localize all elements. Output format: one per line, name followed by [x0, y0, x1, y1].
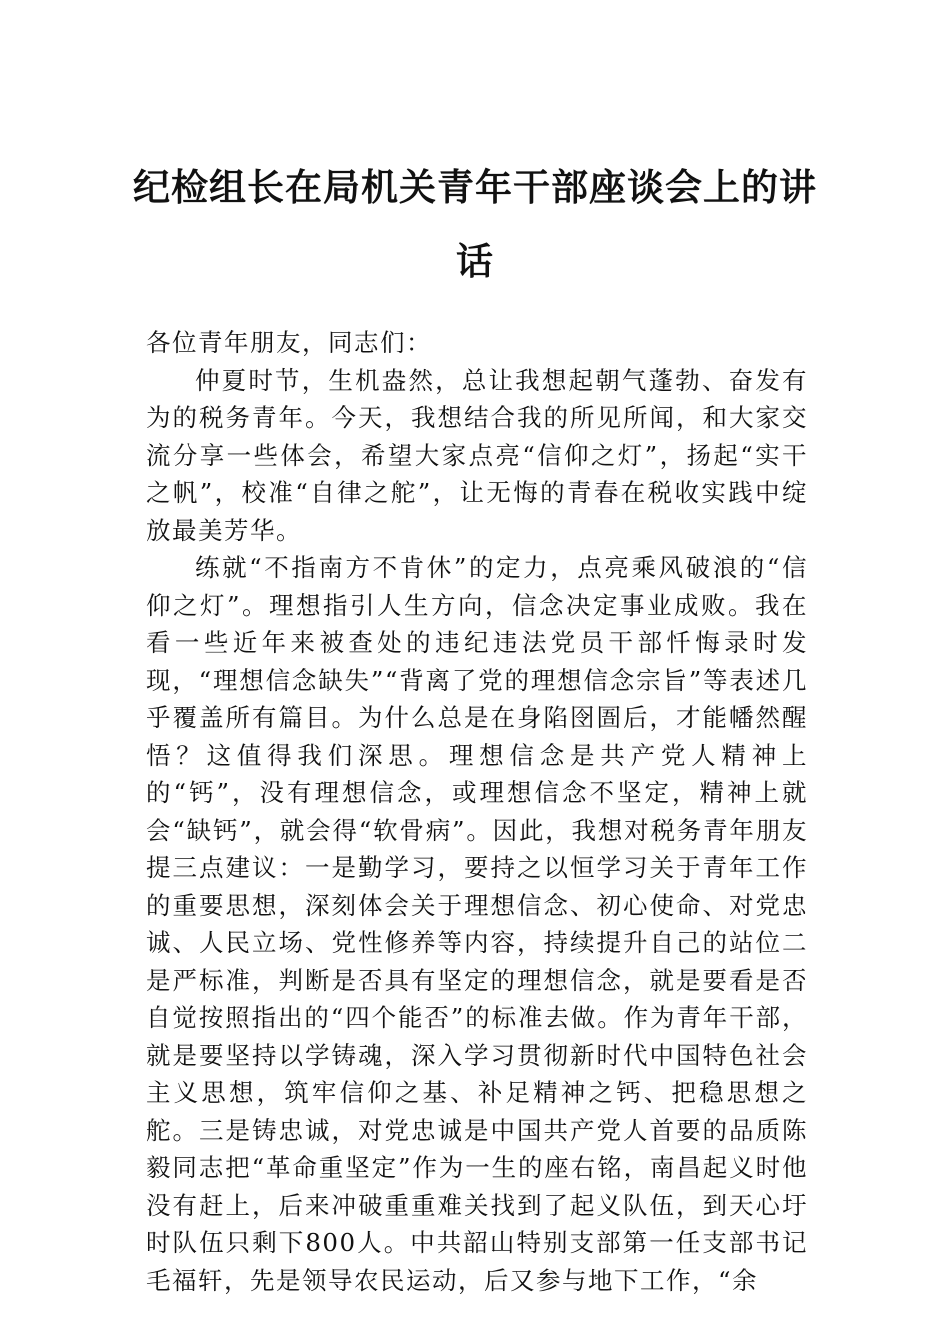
document-title: 纪检组长在局机关青年干部座谈会上的讲话 — [133, 165, 817, 283]
salutation: 各位青年朋友，同志们： — [146, 328, 432, 357]
paragraph-1: 仲夏时节，生机盎然，总让我想起朝气蓬勃、奋发有为的税务青年。今天，我想结合我的所见所闻，和大家交流分享一些体会，希望大家点亮“信仰之灯”，扬起“实干之帆”，校准“自律之舵”，让无悔的青春在税收实践中绽放最美芳华。 — [146, 365, 808, 545]
document-body — [146, 324, 808, 1299]
paragraph-2: 练就“不指南方不肯休”的定力，点亮乘风破浪的“信仰之灯”。理想指引人生方向，信念决定事业成败。我在看一些近年来被查处的违纪违法党员干部忏悔录时发现，“理想信念缺失”“背离了党的理想信念宗旨”等表述几乎覆盖所有篇目。为什么总是在身陷囹圄后，才能幡然醒悟？这值得我们深思。理想信念是共产党人精神上的“钙”，没有理想信念，或理想信念不坚定，精神上就会“缺钙”，就会得“软骨病”。因此，我想对税务青年朋友提三点建议：一是勤学习，要持之以恒学习关于青年工作的重要思想，深刻体会关于理想信念、初心使命、对党忠诚、人民立场、党性修养等内容，持续提升自己的站位二是严标准，判断是否具有坚定的理想信念，就是要看是否自觉按照指出的“四个能否”的标准去做。作为青年干部，就是要坚持以学铸魂，深入学习贯彻新时代中国特色社会主义思想，筑牢信仰之基、补足精神之钙、把稳思想之舵。三是铸忠诚，对党忠诚是中国共产党人首要的品质陈毅同志把“革命重坚定”作为一生的座右铭，南昌起义时他没有赶上，后来冲破重重难关找到了起义队伍，到天心圩时队伍只剩下800人。中共韶山特别支部第一任支部书记毛福轩，先是领导农民运动，后又参与地下工作，“余 — [146, 553, 808, 1295]
